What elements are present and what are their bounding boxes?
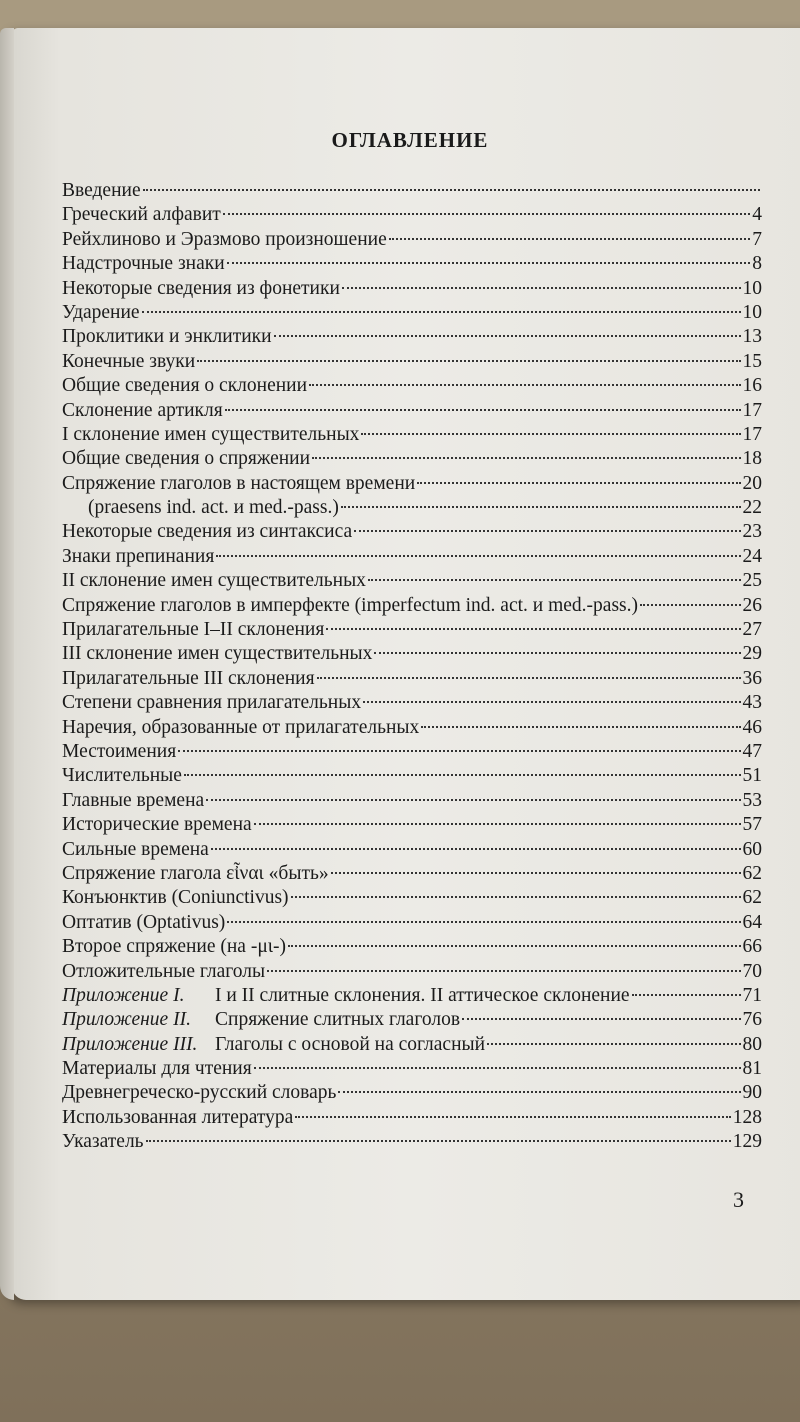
toc-entry-page: 25 — [742, 570, 762, 592]
toc-entry-text: Степени сравнения прилагательных — [62, 692, 362, 714]
toc-entry-page: 17 — [742, 399, 762, 421]
toc-entry-title — [62, 790, 204, 812]
toc-leader-dots — [421, 726, 740, 728]
toc-entry — [62, 717, 762, 741]
toc-entry-page: 24 — [742, 545, 762, 567]
table-of-contents — [62, 180, 762, 1156]
toc-entry-text: Спряжение глагола εἶναι «быть» — [62, 862, 329, 884]
toc-leader-dots — [295, 1116, 730, 1118]
toc-entry — [62, 278, 762, 302]
toc-entry — [62, 790, 762, 814]
toc-entry-page: 76 — [742, 1009, 762, 1031]
toc-entry — [62, 253, 762, 277]
toc-entry-title — [62, 643, 372, 665]
toc-leader-dots — [254, 1067, 741, 1069]
toc-entry-title — [62, 302, 140, 324]
toc-entry-title — [62, 912, 225, 934]
toc-entry-page: 129 — [732, 1131, 762, 1153]
toc-entry-page: 64 — [742, 911, 762, 933]
toc-entry-text: Спряжение глаголов в имперфекте (imperfectum ind. act. и med.-pass.) — [62, 594, 638, 616]
toc-entry-title — [62, 326, 272, 348]
toc-entry-text: Общие сведения о склонении — [62, 375, 308, 397]
toc-entry — [62, 765, 762, 789]
toc-entry-title — [62, 936, 286, 958]
toc-entry-title — [62, 570, 366, 592]
toc-entry-title — [62, 521, 352, 543]
toc-leader-dots — [389, 238, 751, 240]
toc-entry — [62, 497, 762, 521]
toc-entry-appendix-label: Приложение II. — [62, 1009, 191, 1031]
toc-entry-text: Греческий алфавит — [62, 204, 221, 226]
toc-entry — [62, 546, 762, 570]
toc-entry-text: Некоторые сведения из синтаксиса — [62, 521, 353, 543]
toc-entry-appendix-label: Приложение III. — [62, 1033, 198, 1055]
toc-leader-dots — [331, 872, 741, 874]
toc-entry-page: 62 — [742, 887, 762, 909]
toc-entry-text: Исторические времена — [62, 814, 252, 836]
toc-entry — [62, 351, 762, 375]
toc-leader-dots — [317, 677, 741, 679]
toc-entry-text: Введение — [62, 180, 141, 201]
toc-entry — [62, 424, 762, 448]
toc-entry-text: Проклитики и энклитики — [62, 326, 272, 348]
toc-leader-dots — [184, 774, 741, 776]
toc-entry-page: 27 — [742, 619, 762, 641]
toc-entry-page: 23 — [742, 521, 762, 543]
toc-entry-text: Склонение артикля — [62, 399, 223, 421]
toc-entry — [62, 400, 762, 424]
toc-leader-dots — [206, 799, 740, 801]
toc-leader-dots — [225, 409, 741, 411]
toc-entry-text: Глаголы с основой на согласный — [215, 1033, 486, 1055]
toc-entry-title — [62, 204, 221, 226]
toc-entry-title — [62, 497, 339, 519]
toc-entry-page: 128 — [732, 1106, 762, 1128]
toc-leader-dots — [143, 189, 760, 191]
toc-entry — [62, 741, 762, 765]
toc-entry — [62, 473, 762, 497]
toc-entry-page: 7 — [752, 228, 762, 250]
toc-entry-title — [62, 351, 195, 373]
toc-entry-text: Конечные звуки — [62, 350, 196, 372]
toc-leader-dots — [216, 555, 740, 557]
toc-leader-dots — [368, 579, 741, 581]
toc-entry — [62, 1082, 762, 1106]
toc-entry-page: 20 — [742, 472, 762, 494]
toc-entry-page: 15 — [742, 350, 762, 372]
toc-entry-title — [62, 253, 225, 275]
toc-entry-text: Оптатив (Optativus) — [62, 911, 226, 933]
toc-entry-page: 17 — [742, 423, 762, 445]
toc-entry-text: Второе спряжение (на -μι-) — [62, 936, 287, 958]
toc-entry-title — [62, 448, 310, 470]
toc-entry-title — [62, 278, 340, 300]
toc-entry-page: 26 — [742, 594, 762, 616]
toc-entry-text: I склонение имен существительных — [62, 423, 360, 445]
toc-entry-title — [62, 400, 223, 422]
toc-entry-title — [62, 375, 307, 397]
toc-leader-dots — [274, 335, 741, 337]
toc-entry — [62, 814, 762, 838]
toc-entry-page: 10 — [742, 301, 762, 323]
page-edge — [0, 28, 14, 1300]
toc-entry-title — [62, 1009, 460, 1031]
toc-entry-title — [62, 619, 324, 641]
page-title: ОГЛАВЛЕНИЕ — [331, 128, 489, 152]
toc-entry — [62, 887, 762, 911]
toc-entry — [62, 692, 762, 716]
toc-entry-text: Прилагательные III склонения — [62, 667, 315, 689]
toc-leader-dots — [227, 262, 751, 264]
toc-entry-text: Спряжение слитных глаголов — [215, 1009, 461, 1031]
toc-leader-dots — [197, 360, 740, 362]
toc-entry — [62, 1107, 762, 1131]
toc-entry-title — [62, 1107, 293, 1129]
toc-leader-dots — [342, 287, 741, 289]
toc-entry-page: 29 — [742, 643, 762, 665]
toc-entry-title — [62, 961, 265, 983]
toc-entry-text: Прилагательные I–II склонения — [62, 619, 325, 641]
toc-entry-page: 36 — [742, 667, 762, 689]
toc-entry — [62, 619, 762, 643]
toc-leader-dots — [309, 384, 740, 386]
toc-entry — [62, 1009, 762, 1033]
toc-entry-text: Числительные — [62, 765, 182, 787]
toc-entry-page: 10 — [742, 277, 762, 299]
toc-entry-page: 46 — [742, 716, 762, 738]
toc-entry — [62, 448, 762, 472]
toc-entry-page: 16 — [742, 375, 762, 397]
toc-entry-title — [62, 887, 289, 909]
toc-entry — [62, 570, 762, 594]
toc-entry-page: 47 — [742, 740, 762, 762]
toc-entry-page: 4 — [752, 204, 762, 226]
toc-entry — [62, 521, 762, 545]
toc-entry-text: Сильные времена — [62, 838, 209, 860]
toc-leader-dots — [354, 530, 740, 532]
toc-entry-title — [62, 1058, 252, 1080]
toc-entry-title — [62, 1082, 336, 1104]
toc-entry — [62, 1034, 762, 1058]
toc-entry — [62, 229, 762, 253]
toc-leader-dots — [254, 823, 741, 825]
toc-entry-text: Материалы для чтения — [62, 1058, 252, 1080]
toc-entry-text: Конъюнктив (Coniunctivus) — [62, 887, 289, 909]
toc-entry-title — [62, 229, 387, 251]
toc-leader-dots — [487, 1043, 740, 1045]
toc-entry — [62, 204, 762, 228]
toc-entry-title — [62, 814, 252, 836]
toc-entry-page: 18 — [742, 448, 762, 470]
toc-entry — [62, 668, 762, 692]
toc-entry-text: Знаки препинания — [62, 545, 215, 567]
toc-entry-text: Надстрочные знаки — [62, 253, 225, 275]
toc-entry — [62, 863, 762, 887]
toc-leader-dots — [146, 1140, 731, 1142]
toc-entry-title — [62, 1131, 144, 1153]
toc-leader-dots — [223, 213, 750, 215]
toc-entry-text: Рейхлиново и Эразмово произношение — [62, 228, 387, 250]
toc-leader-dots — [211, 848, 741, 850]
toc-entry — [62, 912, 762, 936]
toc-entry-appendix-label: Приложение I. — [62, 984, 185, 1006]
toc-entry-text: Главные времена — [62, 789, 205, 811]
toc-entry-title — [62, 424, 359, 446]
toc-entry-title — [62, 741, 176, 763]
toc-entry-text: Указатель — [62, 1131, 144, 1153]
toc-entry-title — [62, 546, 214, 568]
toc-entry — [62, 936, 762, 960]
toc-entry-page: 60 — [742, 838, 762, 860]
toc-entry-text: Древнегреческо-русский словарь — [62, 1082, 337, 1104]
toc-leader-dots — [338, 1091, 740, 1093]
toc-entry-text: Использованная литература — [62, 1106, 294, 1128]
toc-entry-title — [62, 668, 315, 690]
toc-leader-dots — [178, 750, 740, 752]
toc-leader-dots — [417, 482, 740, 484]
toc-entry-title — [62, 1034, 485, 1056]
toc-entry-page: 13 — [742, 326, 762, 348]
toc-entry-text: Отложительные глаголы — [62, 960, 266, 982]
toc-entry — [62, 375, 762, 399]
toc-entry-title — [62, 473, 415, 495]
toc-entry — [62, 180, 762, 204]
toc-entry-text: Некоторые сведения из фонетики — [62, 277, 340, 299]
toc-entry-page: 22 — [742, 497, 762, 519]
toc-entry-text: (praesens ind. act. и med.-pass.) — [88, 497, 339, 519]
toc-entry-title — [62, 863, 329, 885]
toc-entry-page: 90 — [742, 1082, 762, 1104]
toc-leader-dots — [363, 701, 740, 703]
toc-entry — [62, 1131, 762, 1155]
toc-leader-dots — [288, 945, 740, 947]
toc-entry-text: Местоимения — [62, 740, 177, 762]
toc-leader-dots — [291, 896, 741, 898]
toc-entry-title — [62, 692, 361, 714]
toc-entry-page: 70 — [742, 960, 762, 982]
toc-entry-title — [62, 717, 419, 739]
toc-entry-page: 57 — [742, 814, 762, 836]
toc-entry — [62, 643, 762, 667]
toc-entry-text: Наречия, образованные от прилагательных — [62, 716, 420, 738]
toc-entry — [62, 961, 762, 985]
toc-entry-page: 43 — [742, 692, 762, 714]
toc-leader-dots — [326, 628, 740, 630]
toc-leader-dots — [142, 311, 741, 313]
toc-entry — [62, 302, 762, 326]
toc-leader-dots — [227, 921, 740, 923]
toc-entry — [62, 839, 762, 863]
toc-leader-dots — [632, 994, 741, 996]
toc-entry-text: Общие сведения о спряжении — [62, 448, 311, 470]
toc-entry-page: 81 — [742, 1058, 762, 1080]
toc-leader-dots — [312, 457, 740, 459]
toc-entry-title — [62, 985, 630, 1007]
toc-entry-text: I и II слитные склонения. II аттическое склонение — [215, 984, 630, 1006]
toc-entry-text: Спряжение глаголов в настоящем времени — [62, 472, 416, 494]
page-number: 3 — [733, 1187, 744, 1212]
toc-entry-text: Ударение — [62, 301, 140, 323]
toc-entry-page: 66 — [742, 936, 762, 958]
toc-entry — [62, 595, 762, 619]
toc-entry — [62, 1058, 762, 1082]
toc-entry-page: 71 — [742, 984, 762, 1006]
toc-leader-dots — [361, 433, 740, 435]
toc-leader-dots — [462, 1018, 740, 1020]
toc-entry-title — [62, 839, 209, 861]
toc-leader-dots — [267, 970, 740, 972]
toc-entry-text: III склонение имен существительных — [62, 643, 373, 665]
toc-entry — [62, 326, 762, 350]
toc-entry — [62, 985, 762, 1009]
toc-leader-dots — [341, 506, 741, 508]
toc-entry-text: II склонение имен существительных — [62, 570, 366, 592]
toc-entry-page: 80 — [742, 1033, 762, 1055]
toc-entry-page: 51 — [742, 765, 762, 787]
toc-entry-title — [62, 595, 638, 617]
toc-entry-title — [62, 180, 141, 202]
toc-entry-title — [62, 765, 182, 787]
toc-entry-page: 62 — [742, 862, 762, 884]
toc-entry-page: 53 — [742, 789, 762, 811]
toc-entry-page: 8 — [752, 253, 762, 275]
toc-leader-dots — [374, 652, 740, 654]
toc-leader-dots — [640, 604, 741, 606]
